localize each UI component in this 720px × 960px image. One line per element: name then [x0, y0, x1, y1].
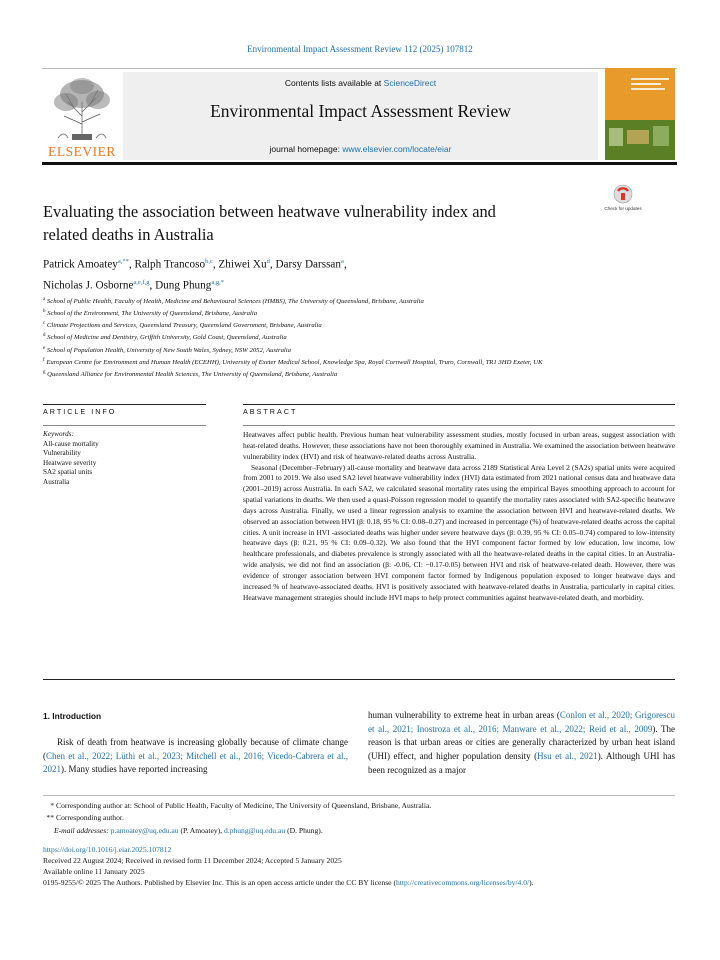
- keyword-item: All-cause mortality: [43, 439, 99, 448]
- affiliation-item: [43, 319, 683, 331]
- author-affiliation-marks[interactable]: a,e,f,g: [133, 278, 150, 286]
- author-separator: ,: [269, 258, 276, 271]
- abstract-heading: ABSTRACT: [243, 407, 298, 416]
- header-rule: [42, 68, 677, 69]
- footnote-emails: [43, 825, 683, 837]
- homepage-prefix: journal homepage:: [269, 144, 343, 154]
- affiliation-text: Climate Projections and Services, Queensland Treasury, Queensland Government, Brisbane, Australia: [46, 322, 322, 330]
- license-link[interactable]: http://creativecommons.org/licenses/by/4.0/: [395, 878, 530, 887]
- author-name[interactable]: Ralph Trancoso: [134, 258, 206, 271]
- author-name[interactable]: Darsy Darssan: [275, 258, 341, 271]
- author-affiliation-marks[interactable]: b,c: [205, 258, 213, 265]
- intro-column-right: [368, 709, 675, 778]
- keywords-label: Keywords:: [43, 430, 74, 438]
- affiliation-text: School of the Environment, The University of Queensland, Brisbane, Australia: [47, 310, 258, 318]
- author-list: [43, 253, 603, 294]
- abstract-rule-lower: [243, 425, 675, 426]
- affiliation-item: [43, 368, 683, 380]
- contents-prefix: Contents lists available at: [284, 78, 384, 88]
- citation-link[interactable]: Hsu et al., 2021: [537, 751, 598, 762]
- affiliation-text: Queensland Alliance for Environmental Health Sciences, The University of Queensland, Brisbane, Australia: [47, 371, 338, 379]
- contents-line: [123, 78, 598, 88]
- article-title-line-2: related deaths in Australia: [43, 225, 214, 244]
- affiliation-item: [43, 307, 683, 319]
- affiliation-item: [43, 331, 683, 343]
- sciencedirect-link[interactable]: ScienceDirect: [383, 78, 437, 88]
- intro-column-left: [43, 736, 348, 777]
- citation-link[interactable]: Conlon et al., 2020; Grigorescu et al., 2021; Inostroza et al., 2016; Manware et al., 2022; Reid et al., 2009: [368, 710, 676, 734]
- affiliation-mark: g: [43, 369, 46, 375]
- affiliation-text: School of Medicine and Dentistry, Griffith University, Gold Coast, Queensland, Australia: [47, 334, 287, 342]
- author-name[interactable]: Dung Phung: [155, 279, 212, 292]
- keyword-item: SA2 spatial units: [43, 468, 93, 477]
- author-separator: ,: [212, 258, 219, 271]
- header-thick-rule: [42, 162, 677, 165]
- affiliation-text: School of Public Health, Faculty of Health, Medicine and Behavioural Sciences (HMBS), The University of Queensland, Brisbane, Australia: [46, 298, 424, 306]
- author-name[interactable]: Nicholas J. Osborne: [43, 279, 134, 292]
- journal-cover-image[interactable]: [605, 68, 675, 160]
- abstract-paragraph: Seasonal (December–February) all-cause mortality and heatwave data across 2189 Statistical Area Level 2 (SA2s) spatial units were acquired from 2001 to 2019. We also used SA2 level heatwave vulnerability index (HVI) data estimated from 2021 national census data and heatwave data (2001–2019) across Australia. In each SA2, we calculated seasonal mortality rates using the empirical Bayes smoothing approach to account for spatial variations in deaths. We then used a quasi-Poisson regression model to quantify the mortality rates associated with SA2-specific heatwave days across Australia. Finally, we used a linear regression analysis to examine the association between HVI and heatwave-related deaths. We observed an association between HVI (β: 0.18, 95 % CI: 0.08–0.27) and increased in percentage (%) of heatwave-related deaths across the capital cities. A unit increase in HVI -associated deaths was higher under severe heatwave days (β: 0.39, 95 % CI: 0.05–0.74) compared to low-intensity heatwave days (β: 0.21, 95 % CI: 0.09–0.32). We also found that the HVI component factor formed by low education, low income, low healthcare professionals, and diabetes prevalence is strongly associated with all the heatwave-related deaths in the capital cities. In an Australia-wide analysis, we did not find an association (β: -0.06, CI: −0.17-0.05) between HVI and risk of heatwave-related death. However, there was evidence of stronger association between HVI component factor formed by Indigenous population exposed to longer heatwave days and increased % of heatwave-associated deaths. HVI is positively associated with heatwave-related deaths in Australia, particularly in capital cities. Heatwave management strategies should include HVI maps to help protect communities against heatwave-related death, and morbidity.: [243, 462, 675, 602]
- available-online: Available online 11 January 2025: [43, 867, 145, 876]
- doi-link[interactable]: https://doi.org/10.1016/j.eiar.2025.107812: [43, 845, 172, 854]
- license-text: 0195-9255/© 2025 The Authors. Published by Elsevier Inc. This is an open access article under the CC BY license (: [43, 878, 396, 887]
- abstract-paragraph: Heatwaves affect public health. Previous human heat vulnerability assessment studies, mostly focused in urban areas, suggest association with heat-related deaths. However, these associations have not been thoroughly examined in Australia. We examined the association between heatwave vulnerability index (HVI) and risk of heatwave-related deaths across Australia.: [243, 430, 675, 461]
- article-title-line-1: Evaluating the association between heatwave vulnerability index and: [43, 202, 496, 221]
- email-link[interactable]: d.phung@uq.edu.au: [223, 825, 286, 835]
- abstract-rule: [243, 404, 675, 405]
- journal-reference[interactable]: Environmental Impact Assessment Review 112 (2025) 107812: [247, 44, 473, 54]
- affiliation-mark: c: [43, 321, 46, 327]
- author-separator: ,: [343, 258, 347, 271]
- footnote-corresponding-2: [43, 812, 683, 824]
- keyword-item: Vulnerability: [43, 449, 81, 458]
- affiliation-item: [43, 344, 683, 356]
- elsevier-wordmark: ELSEVIER: [48, 144, 116, 159]
- introduction-heading: 1. Introduction: [43, 711, 102, 721]
- author-affiliation-marks[interactable]: a: [341, 258, 344, 265]
- article-title: [43, 200, 583, 246]
- affiliation-mark: e: [43, 345, 46, 351]
- author-affiliation-marks[interactable]: a,**: [117, 258, 129, 265]
- keywords-block: [43, 430, 203, 488]
- intro-text: human vulnerability to extreme heat in urban areas (: [368, 710, 560, 720]
- affiliation-text: School of Population Health, University of New South Wales, Sydney, NSW 2052, Australia: [46, 346, 291, 354]
- publication-info: [43, 844, 683, 888]
- footnote-mark: *: [50, 801, 54, 810]
- intro-text: ). Although UHI has been recognized as a major: [368, 751, 675, 775]
- citation-link[interactable]: Chen et al., 2022; Lüthi et al., 2023; Mitchell et al., 2016; Vicedo-Cabrera et al., 2021: [43, 750, 348, 775]
- affiliation-mark: d: [43, 333, 46, 339]
- author-separator: ,: [149, 279, 156, 292]
- footnote-mark: **: [46, 813, 54, 823]
- intro-text: Risk of death from heatwave is increasing globally because of climate change (: [43, 737, 348, 761]
- affiliation-mark: b: [43, 309, 46, 315]
- journal-name: Environmental Impact Assessment Review: [210, 101, 511, 121]
- author-affiliation-marks[interactable]: a,g,*: [211, 278, 224, 286]
- keyword-item: Heatwave severity: [43, 458, 97, 467]
- check-for-updates-button[interactable]: [606, 183, 640, 217]
- affiliation-item: [43, 356, 683, 368]
- author-name[interactable]: Patrick Amoatey: [43, 258, 118, 271]
- abstract-body: [243, 430, 675, 604]
- footnote-text: Corresponding author.: [56, 813, 124, 823]
- article-info-rule: [43, 404, 206, 405]
- email-link[interactable]: p.amoatey@uq.edu.au: [110, 825, 179, 835]
- license-line: [43, 877, 683, 888]
- keyword-item: Australia: [43, 477, 70, 486]
- email-owner: (D. Phung).: [285, 825, 323, 835]
- article-info-rule-lower: [43, 425, 206, 426]
- affiliation-text: European Centre for Environment and Human Health (ECEHH), University of Exeter Medical School, Knowledge Spa, Royal Cornwall Hospital, Truro, Cornwall, TR1 3HD Exeter, UK: [46, 358, 543, 366]
- abstract-bottom-rule: [43, 679, 675, 680]
- affiliation-mark: a: [43, 297, 46, 302]
- homepage-link[interactable]: www.elsevier.com/locate/eiar: [342, 144, 452, 154]
- email-owner: (P. Amoatey),: [178, 825, 224, 835]
- intro-text: ). Many studies have reported increasing: [61, 764, 208, 775]
- check-updates-label[interactable]: Check for updates: [604, 206, 642, 211]
- homepage-line: [123, 144, 598, 154]
- footnote-text: Corresponding author at: School of Public Health, Faculty of Medicine, The University of Queensland, Brisbane, Australia.: [56, 801, 432, 810]
- license-text: ).: [529, 878, 534, 887]
- author-name[interactable]: Zhiwei Xu: [218, 258, 267, 271]
- email-label: E-mail addresses:: [54, 825, 111, 835]
- footnotes: [43, 800, 683, 837]
- received-dates: Received 22 August 2024; Received in revised form 11 December 2024; Accepted 5 January 2025: [43, 856, 342, 865]
- affiliation-mark: f: [43, 357, 45, 363]
- author-separator: ,: [128, 258, 135, 271]
- affiliations: [43, 295, 683, 380]
- elsevier-logo[interactable]: [42, 72, 122, 160]
- affiliation-item: [43, 295, 683, 307]
- footnote-rule: [43, 795, 675, 796]
- intro-text: ). The reason is that urban areas or cities are generally characterized by urban heat island (UHI) effect, and higher population density (: [368, 723, 676, 762]
- article-info-heading: ARTICLE INFO: [43, 407, 117, 416]
- footnote-corresponding-1: [43, 800, 683, 812]
- author-affiliation-marks[interactable]: d: [266, 258, 270, 265]
